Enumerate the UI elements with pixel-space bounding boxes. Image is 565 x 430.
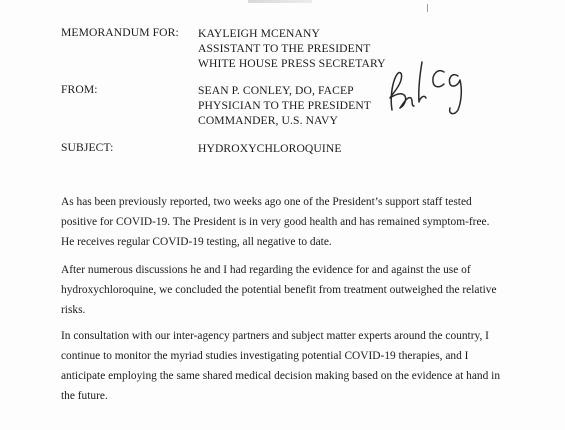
paragraph-line: continue to monitor the myriad studies investigating potential COVID-19 therapies, and I bbox=[61, 350, 469, 362]
recipient-line: KAYLEIGH MCENANY bbox=[198, 27, 320, 40]
sender-line: COMMANDER, U.S. NAVY bbox=[198, 114, 338, 127]
memorandum-for-recipient bbox=[198, 26, 386, 71]
memorandum-for-label: MEMORANDUM FOR: bbox=[61, 26, 179, 39]
paragraph-line: He receives regular COVID-19 testing, all negative to date. bbox=[61, 236, 332, 248]
sender-line: PHYSICIAN TO THE PRESIDENT bbox=[198, 99, 371, 112]
page-top-mark bbox=[427, 4, 428, 12]
subject-text: HYDROXYCHLOROQUINE bbox=[198, 142, 342, 155]
paragraph-line: risks. bbox=[61, 304, 86, 316]
subject-label: SUBJECT: bbox=[61, 141, 114, 154]
handwritten-signature bbox=[378, 58, 470, 120]
paragraph-line: positive for COVID-19. The President is in very good health and has remained symptom-free. bbox=[61, 216, 490, 228]
paragraph-line: hydroxychloroquine, we concluded the potential benefit from treatment outweighed the relative bbox=[61, 284, 497, 296]
from-sender bbox=[198, 83, 371, 128]
subject-value bbox=[198, 141, 342, 156]
paragraph-line: In consultation with our inter-agency partners and subject matter experts around the country, I bbox=[61, 330, 489, 342]
from-label: FROM: bbox=[61, 83, 98, 96]
sender-line: SEAN P. CONLEY, DO, FACEP bbox=[198, 84, 354, 97]
paragraph-line: the future. bbox=[61, 390, 108, 402]
recipient-line: WHITE HOUSE PRESS SECRETARY bbox=[198, 57, 386, 70]
paragraph-2 bbox=[61, 260, 521, 320]
paragraph-line: As has been previously reported, two weeks ago one of the President’s support staff tested bbox=[61, 196, 472, 208]
recipient-line: ASSISTANT TO THE PRESIDENT bbox=[198, 42, 371, 55]
paragraph-3 bbox=[61, 326, 521, 406]
paragraph-line: anticipate employing the same shared medical decision making based on the evidence at hand in bbox=[61, 370, 501, 382]
page-top-artifact bbox=[248, 0, 312, 3]
paragraph-line: After numerous discussions he and I had regarding the evidence for and against the use of bbox=[61, 264, 471, 276]
paragraph-1 bbox=[61, 192, 521, 252]
